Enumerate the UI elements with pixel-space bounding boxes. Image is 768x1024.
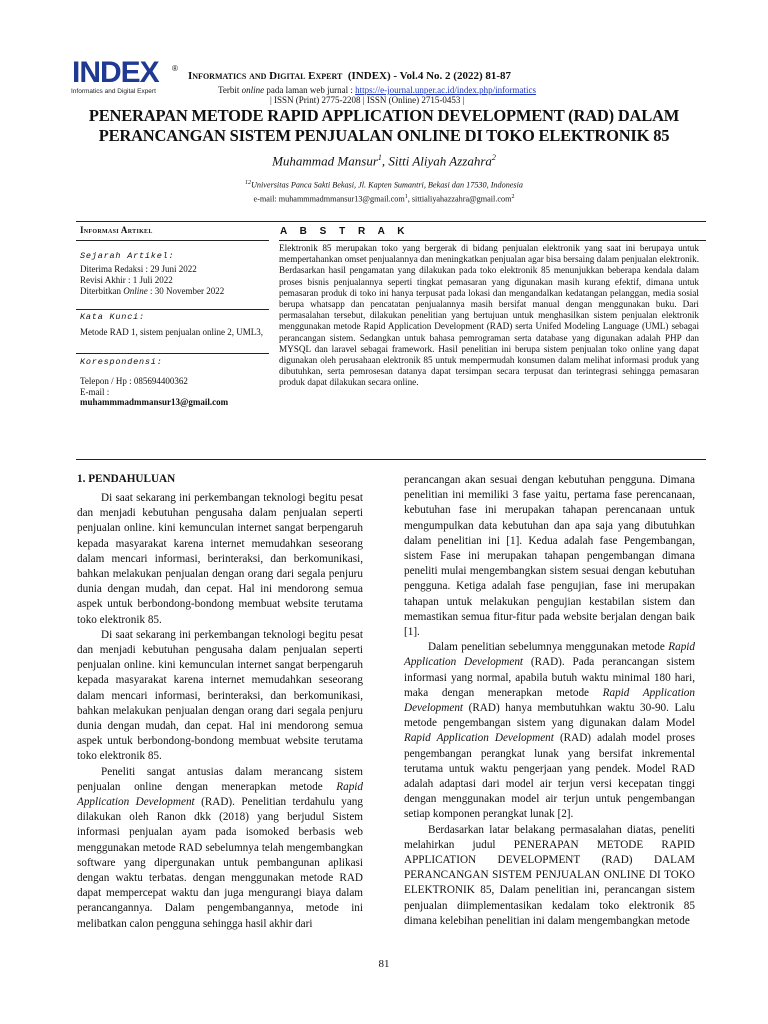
journal-logo <box>72 58 159 88</box>
journal-url-link[interactable]: https://e-journal.unper.ac.id/index.php/informatics <box>355 85 537 95</box>
section-heading: 1. PENDAHULUAN <box>77 473 176 485</box>
keywords: Metode RAD 1, sistem penjualan online 2, UML3, <box>80 327 263 337</box>
journal-volume: (INDEX) - Vol.4 No. 2 (2022) 81-87 <box>347 70 512 82</box>
divider-info <box>76 240 269 241</box>
paper-title: PENERAPAN METODE RAPID APPLICATION DEVELOPMENT (RAD) DALAM PERANCANGAN SISTEM PENJUALAN ONLINE DI TOKO ELEKTRONIK 85 <box>88 106 680 145</box>
logo-subtitle: Informatics and Digital Expert <box>71 88 156 95</box>
journal-issn: | ISSN (Print) 2775-2208 | ISSN (Online) 2715-0453 | <box>270 95 465 105</box>
paper-authors: Muhammad Mansur$^1$, Sitti Aliyah Azzahra$^2$ <box>272 153 496 169</box>
logo-word: INDEX <box>72 56 159 89</box>
registered-mark: ® <box>172 64 178 73</box>
keywords-label: Kata Kunci: <box>80 312 145 322</box>
correspondence-email: muhammmadmmansur13@gmail.com <box>80 397 229 407</box>
left-column <box>77 491 363 932</box>
divider-top <box>76 221 706 222</box>
paragraph: Dalam penelitian sebelumnya menggunakan metode Rapid Application Development (RAD). Pada perancangan sistem informasi yang normal, apabila butuh waktu minimal 180 hari, maka dengan menerapkan metode Rapid Application Development (RAD) hanya membutuhkan waktu 30-90. Lalu metode pengembangan sistem yang digunakan dalam Model Rapid Application Development (RAD) adalah model proses pengembangan perangkat lunak yang bersifat inkremental terutama untuk waktu pengerjaan yang pendek. Model RAD adalah adaptasi dari model air terjun versi kecepatan tinggi dengan menggunakan model air terjun untuk pengembangan setiap komponen perangkat lunak [2]. <box>404 641 695 821</box>
abstract-heading: A B S T R A K <box>280 226 410 237</box>
divider-keywords <box>76 309 269 310</box>
paragraph: Di saat sekarang ini perkembangan teknologi begitu pesat dan menjadi kebutuhan pengusaha dalam penjualan seperti penjualan online. kini kemunculan internet sangat berpengaruh kepada masyarakat karena internet memudahkan seseorang dalam mencari informasi, berinteraksi, dan berkomunikasi, bahkan melakukan penjualan dengan orang dari segala penjuru dunia dengan mudah, dan cepat. Hal ini mendorong semua aspek untuk berbondong-bondong membuat website terutama toko elektronik 85. <box>77 628 363 763</box>
phone: Telepon / Hp : 085694400362 <box>80 376 188 386</box>
date-revised: Revisi Akhir : 1 Juli 2022 <box>80 275 173 285</box>
paragraph: Di saat sekarang ini perkembangan teknologi begitu pesat dan menjadi kebutuhan pengusaha dalam penjualan seperti penjualan online. kini kemunculan internet sangat berpengaruh kepada masyarakat karena internet memudahkan seseorang dalam mencari informasi, berinteraksi, dan berkomunikasi, bahkan melakukan penjualan dengan orang dari segala penjuru dunia dengan mudah, dan cepat. Hal ini mendorong semua aspek untuk berbondong-bondong membuat website terutama toko elektronik 85. <box>77 492 363 626</box>
right-column <box>404 473 695 929</box>
paragraph: Peneliti sangat antusias dalam merancang sistem penjualan online dengan menerapkan metode Rapid Application Development (RAD). Penelitian terdahulu yang dilakukan oleh Ranon dkk (2018) yang berjudul Sistem informasi penjualan ayam pada isomoked berbasis web menggunakan metode RAD sebelumnya telah mengembangkan software yang dipergunakan untuk pembangunan aplikasi dengan waktu terbatas. dengan menggunakan metode RAD dapat mempercepat waktu dan juga mengurangi biaya dalam perancangannya. Dalam pengembangannya, metode ini melibatkan calon pengguna sehingga hasil akhir dari <box>77 765 363 930</box>
journal-name: Informatics and Digital Expert <box>188 70 343 82</box>
abstract-text: Elektronik 85 merupakan toko yang bergerak di bidang penjualan elektronik yang saat ini berupaya untuk mempertahankan omset penjualannya dan meningkatkan penjualan agar bisa bersaing dalam penjualan elektronik. Berdasarkan hasil pengamatan yang dilakukan pada toko elektronik 85 menunjukkan beberapa kendala dalam proses bisnis penjualannya seperti tingkat pemasaran yang digunakan masih kurang efektif, dimana untuk pemasaran produk di toko ini hanya terpusat pada lokasi dan mengandalkan kedatangan pelanggan, media sosial berupa whatsapp dan pencatatan penjualannya masih bersifat manual dengan menggunakan buku. Dari permasalahan tersebut, dilakukan penelitian yang bertujuan untuk menghasilkan sistem penjualan elektronik menggunakan metode Rapid Application Development (RAD) serta Unifed Modeling Language (UML) sebagai perancangan sistem. Sedangkan untuk bahasa pemrograman serta database yang digunakan adalah PHP dan MYSQL dan laravel sebagai framework. Hasil penelitian ini berupa sistem penjualan toko online yang dapat digunakan oleh perusahaan elektronik 85 untuk mempermudah konsumen dalam melihat informasi produk yang dibutuhkan, serta pemrosesan datanya dapat tersimpan secara terpusat dan terintegrasi sehingga pemasaran produk dapat dilakukan secara online. <box>279 243 699 388</box>
journal-header <box>188 70 511 82</box>
paper-emails: e-mail: muhammmadmmansur13@gmail.com$^1$, sittialiyahazzahra@gmail.com$^2$ <box>253 194 515 204</box>
divider-corr <box>76 353 269 354</box>
journal-publication-line: Terbit online pada laman web jurnal : https://e-journal.unper.ac.id/index.php/informatics <box>218 85 537 95</box>
divider-bottom <box>76 459 706 460</box>
email-label: E-mail : <box>80 387 110 397</box>
date-published: Diterbitkan Online : 30 November 2022 <box>80 286 225 296</box>
divider-abstract <box>279 240 706 241</box>
article-info-heading: Informasi Artikel <box>80 225 153 235</box>
page-number: 81 <box>378 958 390 970</box>
date-received: Diterima Redaksi : 29 Juni 2022 <box>80 264 197 274</box>
correspondence-label: Korespondensi: <box>80 357 163 367</box>
paper-affiliation: $^{12}$Universitas Panca Sakti Bekasi, Jl. Kapten Sumantri, Bekasi dan 17530, Indonesia <box>245 180 523 190</box>
paragraph: perancangan akan sesuai dengan kebutuhan pengguna. Dimana penelitian ini memiliki 3 fase yaitu, pertama fase perencanaan, kebutuhan fase ini merupakan tahapan perencanaan untuk mengumpulkan data kebutuhan dan apa saja yang dibutuhkan dalam penelitian ini [1]. Kedua adalah fase Pengembangan, sistem Fase ini merupakan tahapan pengembangan dimana peneliti mulai mengembangkan sistem sesuai dengan kebutuhan pengguna. Ketiga adalah fase pengujian, fase ini merupakan tahapan untuk melakukan pengujian kestabilan sistem dan memastikan semua fitur-fitur pada website berjalan dengan baik [1]. <box>404 474 695 639</box>
paragraph: Berdasarkan latar belakang permasalahan diatas, peneliti melahirkan judul PENERAPAN METODE RAPID APPLICATION DEVELOPMENT (RAD) DALAM PERANCANGAN SISTEM PENJUALAN ONLINE DI TOKO ELEKTRONIK 85, Dalam penelitian ini, perancangan sistem penjualan diimplementasikan kedalam toko elektronik 85 dimana kelebihan penelitian ini dalam mengembangkan metode <box>404 823 695 927</box>
history-label: Sejarah Artikel: <box>80 251 175 261</box>
